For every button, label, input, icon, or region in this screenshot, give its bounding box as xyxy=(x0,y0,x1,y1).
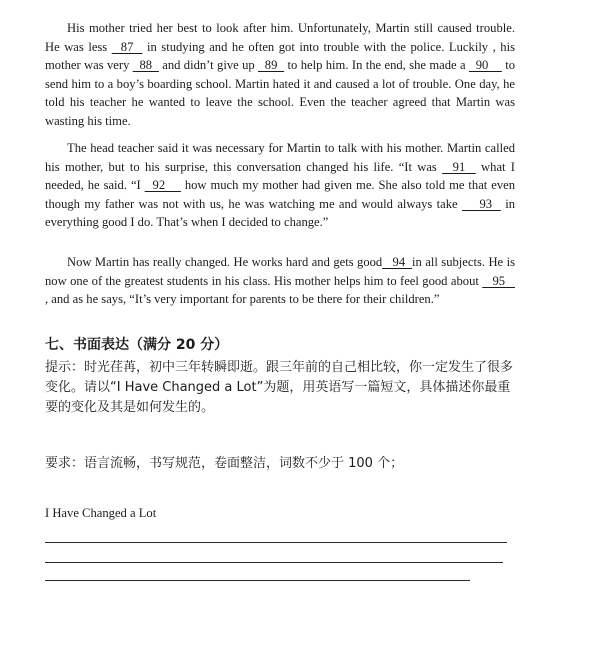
blank-89: 89 xyxy=(258,58,285,73)
passage-text: , and as he says, “It’s very important for parents to be there for their children.” xyxy=(45,292,440,307)
passage-text: to send him to a boy’s boarding school. Martin hated it and caused a lot of trouble. One day, he told his teacher he wanted to leave the school. Even the teacher agreed that Martin was wasting his time. xyxy=(45,58,515,128)
blank-90: 90 xyxy=(468,58,502,73)
passage-paragraph-2 xyxy=(45,139,515,232)
passage-text: The head teacher said it was necessary for Martin to talk with his mother. Martin called his mother, but to his surprise, this conversation changed his life. “It was xyxy=(45,141,515,174)
blank-92: 92 xyxy=(144,178,181,193)
passage-text: and didn’t give up xyxy=(158,58,259,73)
passage-text: to help him. In the end, she made a xyxy=(284,58,469,73)
section-heading: 七、书面表达（满分 20 分） xyxy=(45,337,229,353)
writing-line[interactable] xyxy=(45,542,507,543)
writing-line[interactable] xyxy=(45,562,503,563)
passage-text: how much my mother had given me. She also told me that even though my father was not with us, he was watching me and would always take xyxy=(45,178,516,211)
blank-88: 88 xyxy=(132,58,159,73)
blank-93: 93 xyxy=(462,196,501,211)
passage-paragraph-3 xyxy=(45,253,515,309)
writing-requirement: 要求：语言流畅，书写规范，卷面整洁，词数不少于 100 个； xyxy=(45,456,404,471)
passage-text: what I needed, he said. “I xyxy=(45,159,515,193)
passage-text: His mother tried her best to look after him. Unfortunately, Martin still caused trouble. He was less xyxy=(45,21,515,54)
writing-line[interactable] xyxy=(45,580,470,581)
passage-text: in all subjects. He is now one of the greatest students in his class. His mother helps him to feel good about xyxy=(45,255,515,288)
essay-title: I Have Changed a Lot xyxy=(45,506,157,520)
passage-text: in studying and he often got into trouble with the police. Luckily , his mother was very xyxy=(45,39,516,73)
passage-text: in everything good I do. That’s when I decided to change.” xyxy=(45,196,516,230)
passage-text: Now Martin has really changed. He works hard and gets good xyxy=(67,255,383,269)
blank-95: 95 xyxy=(482,273,515,288)
passage-paragraph-1 xyxy=(45,19,515,131)
blank-94: 94 xyxy=(382,255,413,269)
writing-prompt: 提示：时光荏苒，初中三年转瞬即逝。跟三年前的自己相比较，你一定发生了很多变化。请以“I Have Changed a Lot”为题，用英语写一篇短文，具体描述你最重要的变化及其是如何发生的。 xyxy=(45,360,514,415)
blank-91: 91 xyxy=(442,159,476,174)
blank-87: 87 xyxy=(111,39,143,54)
